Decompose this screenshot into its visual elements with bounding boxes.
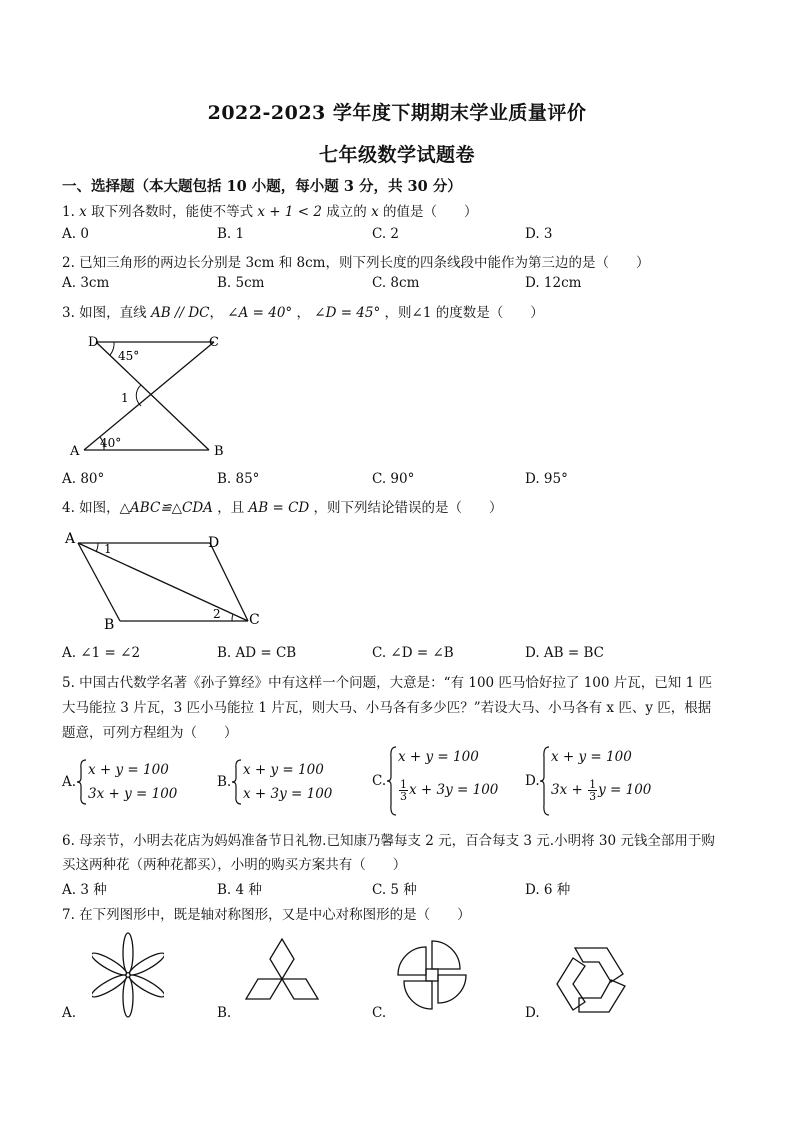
q1-text2: 成立的: [321, 204, 372, 220]
q3-point-a: A: [70, 444, 80, 459]
question-5-line3: 题意，可列方程组为（ ）: [62, 725, 238, 741]
q3-figure: [66, 330, 236, 460]
brace-icon: [386, 745, 398, 817]
question-5-line2: 大马能拉 3 片瓦，3 匹小马能拉 1 片瓦，则大马、小马各有多少匹？”若设大马、小马各有 x 匹、y 匹，根据: [62, 700, 712, 716]
q3-text: 3. 如图，直线: [62, 305, 151, 321]
q7-option-a[interactable]: A.: [62, 1005, 77, 1021]
q3-option-d[interactable]: D. 95°: [525, 471, 568, 487]
q5-a-eq1: x + y = 100: [88, 762, 169, 778]
q3-angle-1-label: 1: [121, 391, 129, 405]
exam-title: 2022-2023 学年度下期期末学业质量评价: [207, 102, 587, 124]
q3-angle-a: ∠A = 40°: [227, 305, 293, 321]
fraction-den: 3: [400, 790, 407, 803]
q3-point-d: D: [88, 335, 99, 350]
fraction-den: 3: [589, 790, 597, 803]
recycle-icon: [545, 940, 633, 1020]
diamond-tri-icon: [236, 935, 328, 1017]
question-6-line2: 买这两种花（两种花都买），小明的购买方案共有（ ）: [62, 857, 407, 873]
q3-parallel: AB // DC: [150, 305, 210, 321]
q6-option-c[interactable]: C. 5 种: [372, 882, 417, 898]
q4-point-d: D: [208, 535, 220, 551]
q6-option-d[interactable]: D. 6 种: [525, 882, 571, 898]
q5-a-eq2: 3x + y = 100: [88, 786, 178, 802]
fraction: [588, 779, 597, 802]
q5-option-d-label: D.: [525, 773, 540, 789]
q4-point-a: A: [65, 531, 76, 547]
q4-point-c: C: [249, 612, 260, 628]
q3-angle-45-label: 45°: [118, 349, 140, 363]
pinwheel-icon: [392, 935, 472, 1015]
q4-text2: ，则下列结论错误的是（ ）: [309, 500, 503, 516]
q2-option-a[interactable]: A. 3cm: [62, 275, 110, 291]
q3-option-c[interactable]: C. 90°: [372, 471, 415, 487]
question-4: [62, 496, 503, 516]
q4-angle-2-label: 2: [213, 607, 221, 621]
q5-option-c-label: C.: [372, 773, 387, 789]
q4-sep: ，且: [212, 500, 249, 516]
q5-d-eq2-pre: 3x +: [551, 782, 588, 798]
q6-option-a[interactable]: A. 3 种: [62, 882, 107, 898]
q4-angle-1-label: 1: [104, 542, 112, 556]
q3-sep1: ，: [209, 305, 228, 321]
q7-option-d[interactable]: D.: [525, 1005, 540, 1021]
q5-c-eq2: [398, 779, 498, 802]
q5-option-b[interactable]: [217, 758, 357, 808]
q2-option-d[interactable]: D. 12cm: [525, 275, 582, 291]
q3-angle-40-label: 40°: [100, 436, 122, 450]
q1-number: 1.: [62, 204, 80, 220]
q1-inequality: x + 1 < 2: [257, 204, 322, 220]
q1-var2: x: [371, 204, 379, 220]
q2-option-c[interactable]: C. 8cm: [372, 275, 420, 291]
q3-text2: ，则∠1 的度数是（ ）: [380, 305, 544, 321]
q1-option-d[interactable]: D. 3: [525, 226, 553, 242]
q3-sep2: ，: [292, 305, 315, 321]
q6-option-b[interactable]: B. 4 种: [217, 882, 262, 898]
q5-d-eq2-rest: y = 100: [598, 782, 652, 798]
fraction-num: 1: [589, 778, 597, 791]
section-heading: 一、选择题（本大题包括 10 小题，每小题 3 分，共 30 分）: [62, 178, 462, 195]
brace-icon: [231, 758, 243, 806]
q1-var: x: [79, 204, 87, 220]
q5-option-a[interactable]: [62, 758, 202, 808]
q5-option-b-label: B.: [217, 774, 232, 790]
q4-option-d[interactable]: D. AB = BC: [525, 645, 604, 661]
q4-option-c[interactable]: C. ∠D = ∠B: [372, 645, 454, 661]
q4-figure: [60, 525, 270, 635]
q2-option-b[interactable]: B. 5cm: [217, 275, 265, 291]
q4-option-a[interactable]: A. ∠1 = ∠2: [62, 645, 141, 661]
q5-b-eq1: x + y = 100: [243, 762, 324, 778]
q1-option-c[interactable]: C. 2: [372, 226, 400, 242]
flower-icon: [92, 930, 164, 1020]
fraction: [399, 779, 408, 802]
q3-point-b: B: [214, 444, 224, 459]
q5-d-eq2: [551, 779, 651, 802]
q7-option-b[interactable]: B.: [217, 1005, 232, 1021]
q1-option-b[interactable]: B. 1: [217, 226, 245, 242]
q5-d-eq1: x + y = 100: [551, 749, 632, 765]
q5-option-a-label: A.: [62, 774, 77, 790]
q5-c-eq2-rest: x + 3y = 100: [409, 782, 499, 798]
question-7: 7. 在下列图形中，既是轴对称图形，又是中心对称图形的是（ ）: [62, 907, 471, 923]
q4-equal: AB = CD: [248, 500, 310, 516]
q7-option-c[interactable]: C.: [372, 1005, 387, 1021]
q1-option-a[interactable]: A. 0: [62, 226, 89, 242]
q4-option-b[interactable]: B. AD = CB: [217, 645, 297, 661]
q5-option-d[interactable]: [525, 745, 675, 817]
q1-text: 取下列各数时，能使不等式: [86, 204, 258, 220]
brace-icon: [76, 758, 88, 806]
brace-icon: [539, 745, 551, 817]
q3-option-b[interactable]: B. 85°: [217, 471, 260, 487]
question-2: 2. 已知三角形的两边长分别是 3cm 和 8cm，则下列长度的四条线段中能作为第三边的是（ ）: [62, 255, 650, 271]
q3-angle-d: ∠D = 45°: [314, 305, 381, 321]
fraction-num: 1: [400, 778, 407, 791]
q5-c-eq1: x + y = 100: [398, 749, 479, 765]
question-5-line1: 5. 中国古代数学名著《孙子算经》中有这样一个问题，大意是：“有 100 匹马恰好拉了 100 片瓦，已知 1 匹: [62, 675, 712, 691]
question-1: [62, 200, 478, 220]
q3-option-a[interactable]: A. 80°: [62, 471, 105, 487]
q4-point-b: B: [104, 617, 115, 633]
q1-text3: 的值是（ ）: [378, 204, 478, 220]
q4-text: 4. 如图，: [62, 500, 120, 516]
q3-point-c: C: [209, 335, 219, 350]
question-3: [62, 301, 544, 321]
q4-congruence: △ABC≌△CDA: [119, 500, 213, 516]
q5-b-eq2: x + 3y = 100: [243, 786, 333, 802]
exam-subtitle: 七年级数学试题卷: [318, 144, 475, 166]
question-6-line1: 6. 母亲节，小明去花店为妈妈准备节日礼物.已知康乃馨每支 2 元，百合每支 3 元.小明将 30 元钱全部用于购: [62, 833, 715, 849]
q5-option-c[interactable]: [372, 745, 522, 817]
